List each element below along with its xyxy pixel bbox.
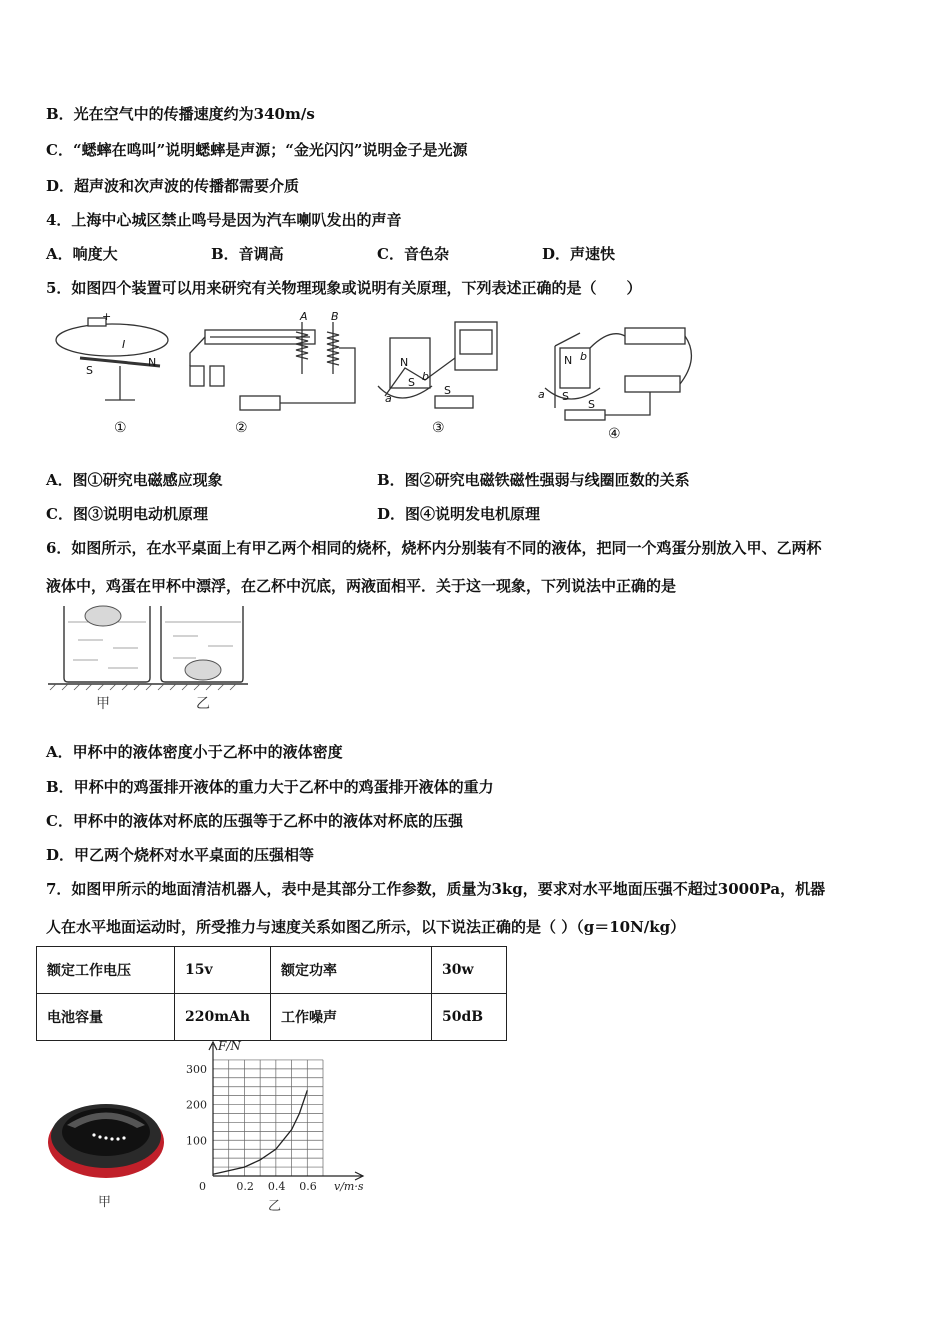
- q4-option-c: C．音色杂: [377, 245, 449, 263]
- x-axis-label: v/m·s: [334, 1180, 364, 1193]
- fig4-switch-label: S: [588, 398, 595, 411]
- fig3-a-label: a: [385, 392, 392, 405]
- fig1-north-label: N: [148, 356, 157, 369]
- fig4-north-label: N: [564, 354, 573, 367]
- q6-option-c: C．甲杯中的液体对杯底的压强等于乙杯中的液体对杯底的压强: [46, 812, 463, 830]
- q5-figures: [50, 308, 700, 443]
- x-tick-label: 0.4: [267, 1180, 286, 1193]
- table-cell: 电池容量: [37, 994, 175, 1041]
- fig2-coil-b-label: B: [331, 310, 339, 323]
- q6-option-a: A．甲杯中的液体密度小于乙杯中的液体密度: [46, 743, 343, 761]
- force-velocity-chart: [178, 1036, 378, 1216]
- q6-beakers-figure: [48, 600, 248, 712]
- fig-label-4: ④: [608, 426, 621, 442]
- q4-option-d: D．声速快: [542, 245, 616, 263]
- table-cell: 工作噪声: [271, 994, 432, 1041]
- q4-option-a: A．响度大: [46, 245, 118, 263]
- q4-stem: 4．上海中心城区禁止鸣号是因为汽车喇叭发出的声音: [46, 211, 402, 229]
- beaker-yi-label: 乙: [196, 696, 210, 712]
- fig-label-2: ②: [235, 420, 248, 436]
- fig1-plus-sign: +: [102, 310, 112, 323]
- q6-option-b: B．甲杯中的鸡蛋排开液体的重力大于乙杯中的鸡蛋排开液体的重力: [46, 778, 494, 796]
- x-tick-label: 0.6: [299, 1180, 317, 1193]
- q5-stem: 5．如图四个装置可以用来研究有关物理现象或说明有关原理，下列表述正确的是（ ）: [46, 279, 642, 297]
- fig3-switch-label: S: [444, 384, 451, 397]
- robot-params-table: [36, 946, 507, 1041]
- q7-stem-line1: 7．如图甲所示的地面清洁机器人，表中是其部分工作参数，质量为3kg，要求对水平地面压强不超过3000Pa，机器: [46, 880, 826, 898]
- q3-option-d: D．超声波和次声波的传播都需要介质: [46, 177, 300, 195]
- fig3-b-label: b: [422, 370, 429, 383]
- q5-option-c: C．图③说明电动机原理: [46, 505, 208, 523]
- table-cell: 15v: [175, 947, 271, 994]
- table-cell: 30w: [432, 947, 507, 994]
- q3-option-c: C．“蟋蟀在鸣叫”说明蟋蟀是声源；“金光闪闪”说明金子是光源: [46, 141, 468, 159]
- fig1-current-label: I: [122, 338, 126, 351]
- fig2-coil-a-label: A: [300, 310, 308, 323]
- table-cell: 220mAh: [175, 994, 271, 1041]
- q4-option-b: B．音调高: [211, 245, 284, 263]
- q6-option-d: D．甲乙两个烧杯对水平桌面的压强相等: [46, 846, 315, 864]
- beaker-jia-label: 甲: [96, 696, 110, 712]
- q5-option-d: D．图④说明发电机原理: [377, 505, 541, 523]
- fig4-b-label: b: [580, 350, 587, 363]
- y-tick-label: 300: [186, 1062, 207, 1076]
- x-tick-label: 0.2: [236, 1180, 254, 1193]
- robot-figure: [42, 1090, 172, 1215]
- x-tick-label: 0: [199, 1180, 206, 1193]
- table-row: [37, 994, 507, 1041]
- q3-option-b: B．光在空气中的传播速度约为340m/s: [46, 105, 315, 123]
- q6-stem-line2: 液体中，鸡蛋在甲杯中漂浮，在乙杯中沉底，两液面相平．关于这一现象，下列说法中正确的是: [46, 577, 677, 595]
- q5-option-a: A．图①研究电磁感应现象: [46, 471, 223, 489]
- fig3-north-label: N: [400, 356, 409, 369]
- robot-jia-label: 甲: [98, 1195, 112, 1210]
- y-tick-label: 100: [186, 1134, 207, 1148]
- table-cell: 额定功率: [271, 947, 432, 994]
- fig-label-1: ①: [114, 420, 127, 436]
- q5-option-b: B．图②研究电磁铁磁性强弱与线圈匝数的关系: [377, 471, 690, 489]
- y-axis-label: F/N: [218, 1039, 241, 1053]
- fig4-south-label: S: [562, 390, 569, 403]
- q7-stem-line2: 人在水平地面运动时，所受推力与速度关系如图乙所示，以下说法正确的是（ ）（g＝10N/kg）: [46, 918, 686, 936]
- fig4-a-label: a: [538, 388, 545, 401]
- fig-label-3: ③: [432, 420, 445, 436]
- chart-yi-label: 乙: [268, 1199, 282, 1214]
- table-cell: 额定工作电压: [37, 947, 175, 994]
- fig1-south-label: S: [86, 364, 93, 377]
- q6-stem-line1: 6．如图所示，在水平桌面上有甲乙两个相同的烧杯，烧杯内分别装有不同的液体，把同一个鸡蛋分别放入甲、乙两杯: [46, 539, 822, 557]
- y-tick-label: 200: [186, 1098, 207, 1112]
- table-row: [37, 947, 507, 994]
- fig3-south-label: S: [408, 376, 415, 389]
- table-cell: 50dB: [432, 994, 507, 1041]
